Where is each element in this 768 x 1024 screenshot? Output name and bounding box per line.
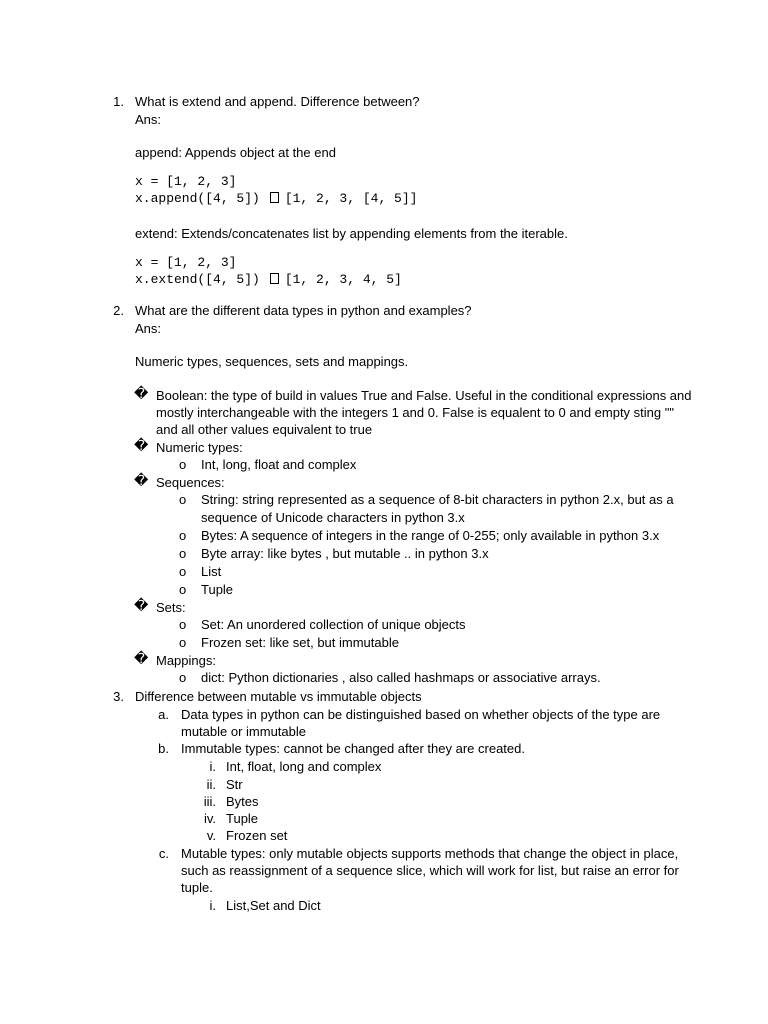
q3-b-item: Frozen set: [226, 828, 288, 843]
q1-number: 1.: [113, 94, 124, 109]
q3-b-item: Bytes: [226, 794, 259, 809]
q3-b-item: Str: [226, 777, 243, 792]
q3-b-item-label: iv.: [203, 811, 216, 826]
q3-b-label: b.: [158, 741, 169, 756]
extend-code-call: x.extend([4, 5]): [135, 272, 260, 287]
append-code-line-1: x = [1, 2, 3]: [135, 174, 237, 189]
extend-code-line-1: x = [1, 2, 3]: [135, 255, 237, 270]
q3-b-text: Immutable types: cannot be changed after they are created.: [181, 741, 525, 756]
q2-title: What are the different data types in python and examples?: [135, 303, 472, 318]
arrow-placeholder-icon: [270, 192, 279, 203]
append-code-line-2: [135, 190, 417, 207]
arrow-placeholder-icon: [270, 273, 279, 284]
sub-bullet-icon: o: [179, 564, 187, 579]
q3-number: 3.: [113, 689, 124, 704]
boolean-line-3: and all other values equivalent to true: [156, 422, 373, 437]
extend-code-result: [1, 2, 3, 4, 5]: [284, 272, 402, 287]
q3-c-item-label: i.: [209, 898, 216, 913]
seq-string-line-1: String: string represented as a sequence of 8-bit characters in python 2.x, but as a: [201, 492, 674, 507]
q2-ans-label: Ans:: [135, 321, 162, 336]
q3-b-item-label: iii.: [203, 794, 216, 809]
sub-bullet-icon: o: [179, 492, 187, 507]
sets-heading: Sets:: [156, 600, 186, 615]
q3-c-item: List,Set and Dict: [226, 898, 321, 913]
extend-code-line-2: [135, 271, 402, 288]
q1-title: What is extend and append. Difference between?: [135, 94, 420, 109]
seq-bytearray: Byte array: like bytes , but mutable .. in python 3.x: [201, 546, 489, 561]
sub-bullet-icon: o: [179, 635, 187, 650]
q3-c-line-1: Mutable types: only mutable objects supports methods that change the object in place,: [181, 846, 679, 861]
numeric-types-heading: Numeric types:: [156, 440, 243, 455]
sequences-heading: Sequences:: [156, 475, 225, 490]
q2-number: 2.: [113, 303, 124, 318]
seq-list: List: [201, 564, 222, 579]
q3-c-line-2: such as reassignment of a sequence slice, which will work for list, but raise an error for: [181, 863, 679, 878]
extend-description: extend: Extends/concatenates list by appending elements from the iterable.: [135, 226, 568, 241]
mappings-heading: Mappings:: [156, 653, 216, 668]
q3-a-line-1: Data types in python can be distinguished based on whether objects of the type are: [181, 707, 661, 722]
q3-b-item-label: i.: [209, 759, 216, 774]
seq-bytes: Bytes: A sequence of integers in the range of 0-255; only available in python 3.x: [201, 528, 660, 543]
sub-bullet-icon: o: [179, 617, 187, 632]
bullet-icon: �: [134, 651, 149, 667]
append-code-result: [1, 2, 3, [4, 5]]: [284, 191, 418, 206]
bullet-icon: �: [134, 386, 149, 402]
q2-summary: Numeric types, sequences, sets and mappings.: [135, 354, 409, 369]
sets-item: Frozen set: like set, but immutable: [201, 635, 399, 650]
q3-b-item: Tuple: [226, 811, 259, 826]
numeric-item: Int, long, float and complex: [201, 457, 357, 472]
q3-c-line-3: tuple.: [181, 880, 213, 895]
bullet-icon: �: [134, 598, 149, 614]
q3-b-item-label: ii.: [206, 777, 216, 792]
q1-ans-label: Ans:: [135, 112, 162, 127]
q3-b-item-label: v.: [206, 828, 216, 843]
bullet-icon: �: [134, 473, 149, 489]
q3-c-label: c.: [158, 846, 169, 861]
append-code-call: x.append([4, 5]): [135, 191, 260, 206]
sub-bullet-icon: o: [179, 582, 187, 597]
bullet-icon: �: [134, 438, 149, 454]
boolean-line-2: mostly interchangeable with the integers 1 and 0. False is equalent to 0 and empty sting "": [156, 405, 674, 420]
q3-a-line-2: mutable or immutable: [181, 724, 306, 739]
q3-b-item: Int, float, long and complex: [226, 759, 382, 774]
q3-title: Difference between mutable vs immutable objects: [135, 689, 422, 704]
seq-tuple: Tuple: [201, 582, 234, 597]
sub-bullet-icon: o: [179, 457, 187, 472]
sets-item: Set: An unordered collection of unique objects: [201, 617, 466, 632]
seq-string-line-2: sequence of Unicode characters in python 3.x: [201, 510, 465, 525]
sub-bullet-icon: o: [179, 546, 187, 561]
boolean-line-1: Boolean: the type of build in values True and False. Useful in the conditional expressions and: [156, 388, 692, 403]
append-description: append: Appends object at the end: [135, 145, 336, 160]
mappings-item: dict: Python dictionaries , also called hashmaps or associative arrays.: [201, 670, 601, 685]
sub-bullet-icon: o: [179, 528, 187, 543]
sub-bullet-icon: o: [179, 670, 187, 685]
q3-a-label: a.: [158, 707, 169, 722]
